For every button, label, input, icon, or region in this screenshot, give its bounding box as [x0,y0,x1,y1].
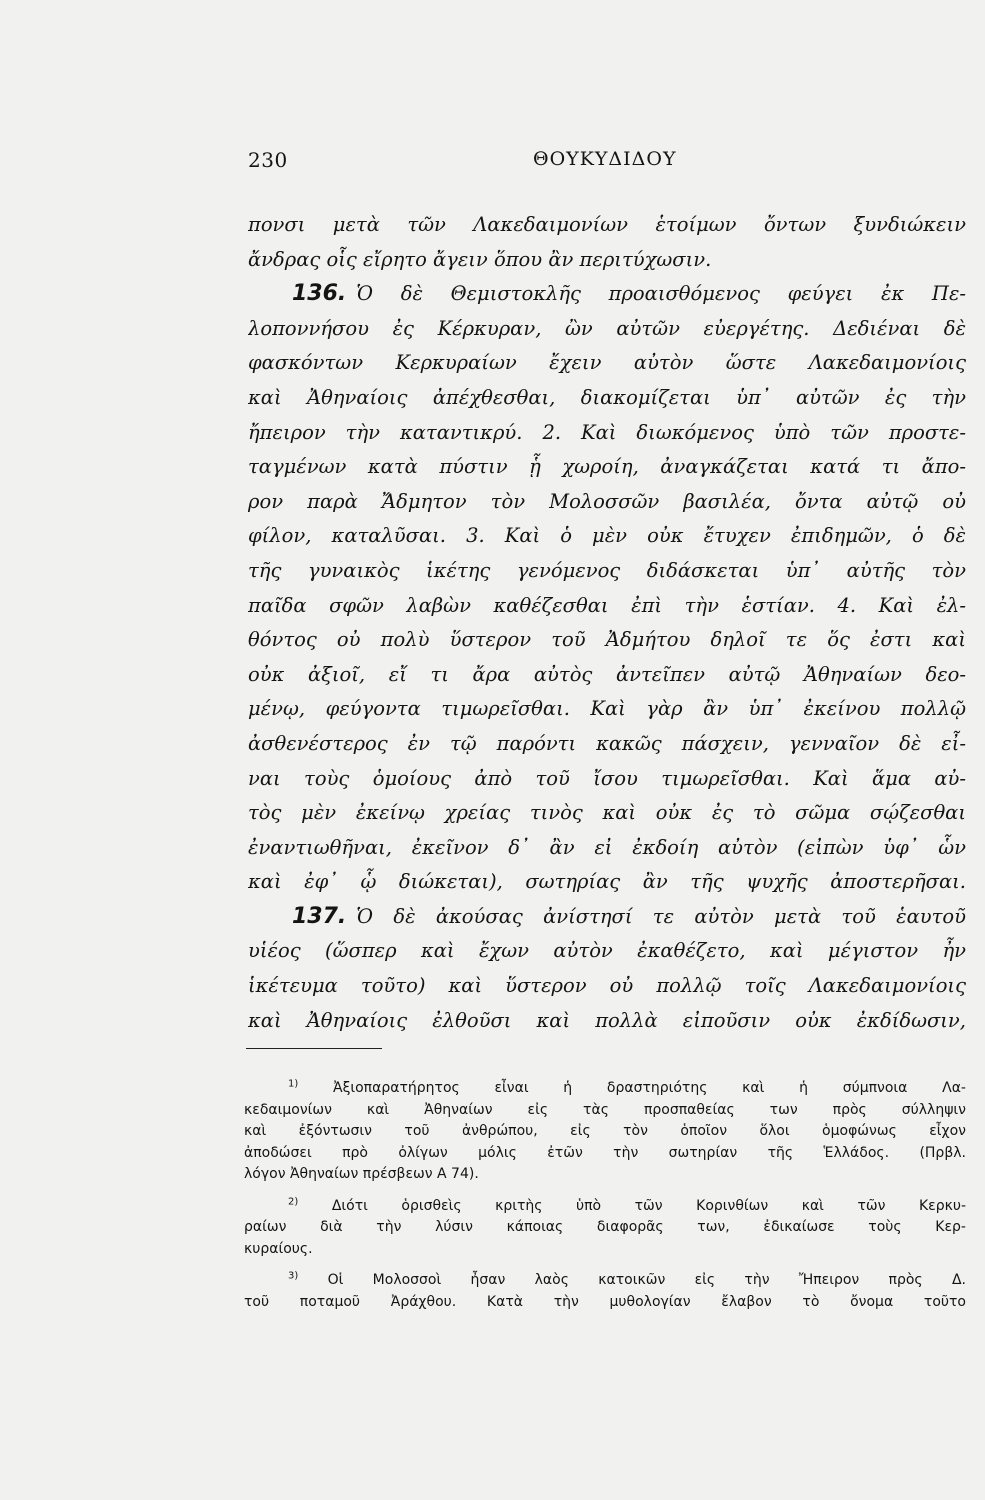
footnote-marker: 3) [288,1270,299,1282]
footnote-text: Διότι ὁρισθεὶς κριτὴς ὑπὸ τῶν Κορινθίων καὶ τῶν Κερκυ- [331,1197,966,1214]
text-line: μένῳ, φεύγοντα τιμωρεῖσθαι. Καὶ γὰρ ἂν ὑπ᾽ ἐκείνου πολλῷ [248,697,966,721]
text-line: φίλον, καταλῦσαι. 3. Καὶ ὁ μὲν οὐκ ἔτυχεν ἐπιδημῶν, ὁ δὲ [248,524,966,548]
text-line: ἤπειρον τὴν καταντικρύ. 2. Καὶ διωκόμενος ὑπὸ τῶν προστε- [248,420,966,444]
footnote-line: λόγον Ἀθηναίων πρέσβεων Α 74). [244,1166,479,1182]
main-text [248,208,966,1038]
footnote-line: ραίων διὰ τὴν λύσιν κάποιας διαφορᾶς των, ἐδικαίωσε τοὺς Κερ- [244,1219,966,1235]
text-line: Ὁ δὲ ἀκούσας ἀνίστησί τε αὐτὸν μετὰ τοῦ ἑαυτοῦ [356,904,966,928]
chapter-136-start [248,277,966,312]
footnote-2 [244,1196,966,1261]
text-line: ταγμένων κατὰ πύστιν ᾗ χωροίη, ἀναγκάζεται κατά τι ἄπο- [248,455,966,479]
footnote-1 [244,1078,966,1186]
page-header [248,148,968,178]
chapter-number: 137. [292,903,347,929]
footnote-text: Ἀξιοπαρατήρητος εἶναι ἡ δραστηριότης καὶ ἡ σύμπνοια Λα- [333,1080,966,1096]
footnote-line [244,1270,966,1292]
text-line: οὐκ ἀξιοῖ, εἴ τι ἄρα αὐτὸς ἀντεῖπεν αὐτῷ Ἀθηναίων δεο- [248,662,966,686]
footnote-line: τοῦ ποταμοῦ Ἀράχθου. Κατὰ τὴν μυθολογίαν ἔλαβον τὸ ὄνομα τοῦτο [244,1293,966,1310]
text-line: φασκόντων Κερκυραίων ἔχειν αὐτὸν ὥστε Λακεδαιμονίοις [248,351,966,375]
running-title: ΘΟΥΚΥΔΙΔΟΥ [533,148,677,170]
text-line: τὸς μὲν ἐκείνῳ χρείας τινὸς καὶ οὐκ ἐς τὸ σῶμα σῴζεσθαι [248,801,966,825]
footnote-line: ἀποδώσει πρὸ ὀλίγων μόλις ἐτῶν τὴν σωτηρίαν τῆς Ἑλλάδος. (Πρβλ. [244,1144,966,1161]
text-line: τῆς γυναικὸς ἱκέτης γενόμενος διδάσκεται ὑπ᾽ αὐτῆς τὸν [248,558,966,582]
text-line: Ὁ δὲ Θεμιστοκλῆς προαισθόμενος φεύγει ἐκ Πε- [356,282,966,306]
text-line: ρον παρὰ Ἄδμητον τὸν Μολοσσῶν βασιλέα, ὄντα αὐτῷ οὐ [248,489,966,513]
chapter-number: 136. [292,281,347,307]
text-line: πονσι μετὰ τῶν Λακεδαιμονίων ἑτοίμων ὄντων ξυνδιώκειν [248,213,966,236]
text-line: ἄνδρας οἷς εἴρητο ἄγειν ὅπου ἂν περιτύχωσιν. [248,247,712,271]
footnote-marker: 2) [288,1195,299,1207]
footnote-separator [246,1048,382,1049]
text-line: ἱκέτευμα τοῦτο) καὶ ὕστερον οὐ πολλῷ τοῖς Λακεδαιμονίοις [248,974,966,998]
text-line: ἐναντιωθῆναι, ἐκεῖνον δ᾽ ἂν εἰ ἐκδοίη αὐτὸν (εἰπὼν ὑφ᾽ ὧν [248,835,966,859]
footnote-line [244,1196,966,1218]
text-line: ἀσθενέστερος ἐν τῷ παρόντι κακῶς πάσχειν, γενναῖον δὲ εἶ- [248,731,966,755]
footnote-marker: 1) [288,1078,299,1090]
footnotes [244,1078,966,1313]
footnote-text: Οἱ Μολοσσοὶ ἦσαν λαὸς κατοικῶν εἰς τὴν Ἤπειρον πρὸς Δ. [327,1272,966,1288]
footnote-line: κυραίους. [244,1240,313,1257]
text-line: ναι τοὺς ὁμοίους ἀπὸ τοῦ ἴσου τιμωρεῖσθαι. Καὶ ἅμα αὐ- [248,766,966,790]
footnote-line: κεδαιμονίων καὶ Ἀθηναίων εἰς τὰς προσπαθείας των πρὸς σύλληψιν [244,1101,966,1118]
footnote-line [244,1078,966,1100]
text-line: λοποννήσου ἐς Κέρκυραν, ὢν αὐτῶν εὐεργέτης. Δεδιέναι δὲ [248,316,966,340]
text-line: καὶ Ἀθηναίοις ἀπέχθεσθαι, διακομίζεται ὑπ᾽ αὐτῶν ἐς τὴν [248,385,966,409]
page-number: 230 [248,148,288,172]
footnote-line: καὶ ἐξόντωσιν τοῦ ἀνθρώπου, εἰς τὸν ὁποῖον ὅλοι ὁμοφώνως εἶχον [244,1123,966,1139]
text-line: καὶ Ἀθηναίοις ἐλθοῦσι καὶ πολλὰ εἰποῦσιν οὐκ ἐκδίδωσιν, [248,1008,966,1032]
text-line: θόντος οὐ πολὺ ὕστερον τοῦ Ἀδμήτου δηλοῖ τε ὅς ἐστι καὶ [248,628,966,652]
text-line: υἱέος (ὥσπερ καὶ ἔχων αὐτὸν ἐκαθέζετο, καὶ μέγιστον ἦν [248,939,966,963]
text-line: καὶ ἐφ᾽ ᾧ διώκεται), σωτηρίας ἂν τῆς ψυχῆς ἀποστερῆσαι. [248,870,966,894]
chapter-137-start [248,900,966,935]
text-line: παῖδα σφῶν λαβὼν καθέζεσθαι ἐπὶ τὴν ἑστίαν. 4. Καὶ ἐλ- [248,593,966,617]
footnote-3 [244,1270,966,1313]
